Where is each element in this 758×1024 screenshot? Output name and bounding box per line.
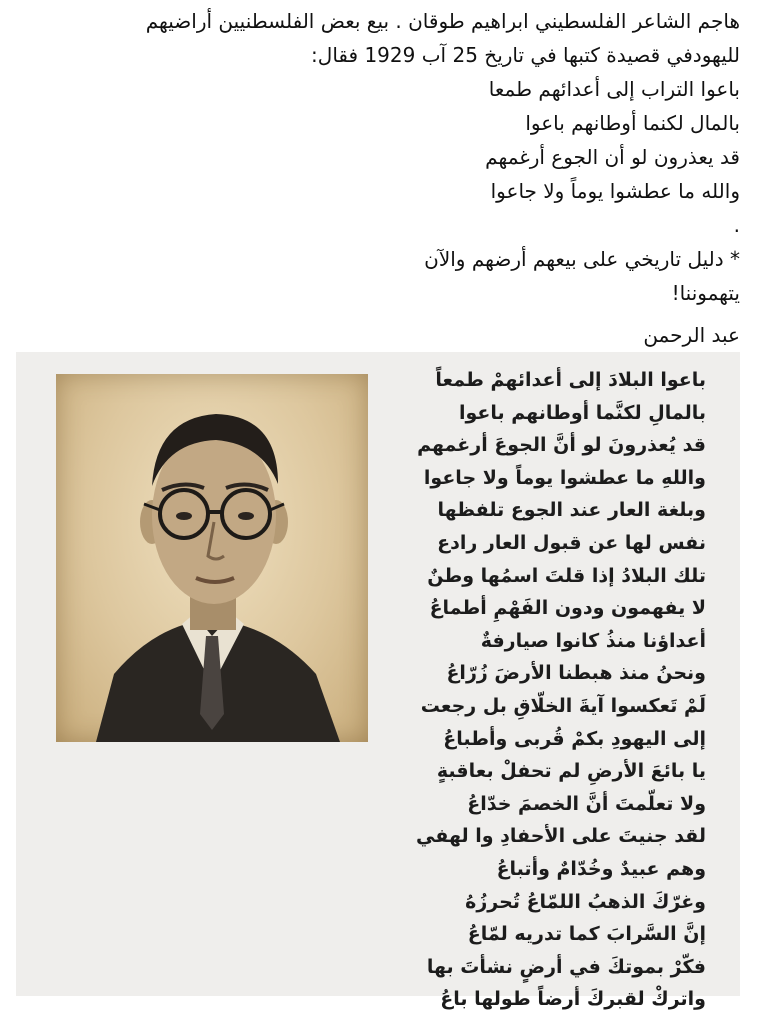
poem-verses [366, 364, 706, 1016]
poem-line: أعداؤنا منذُ كانوا صيارفةٌ [480, 629, 706, 652]
post-line-intro-2: لليهودفي قصيدة كتبها في تاريخ 25 آب 1929 فقال: [311, 43, 740, 67]
attached-image[interactable] [16, 352, 740, 1011]
poem-line: ولا تعلّمتَ أنَّ الخصمَ خدّاعُ [467, 792, 706, 815]
poem-line: لَمْ تَعكسوا آيةَ الخلّاقِ بل رجعت [420, 694, 706, 717]
poem-line: واللهِ ما عطشوا يوماً ولا جاعوا [423, 466, 706, 489]
author-signature: عبد الرحمن [643, 323, 740, 347]
poem-line: إلى اليهودِ بكمْ قُربى وأطباعُ [443, 727, 706, 750]
poem-line: ونحنُ منذ هبطنا الأرضَ زُرّاعُ [446, 662, 706, 685]
quoted-verse-1: باعوا التراب إلى أعدائهم طمعا [488, 77, 740, 101]
poem-line: قد يُعذرونَ لو أنَّ الجوعَ أرغمهم [417, 434, 706, 457]
poem-line: إنَّ السَّرابَ كما تدريه لمّاعُ [467, 923, 706, 946]
post-line-intro-1: هاجم الشاعر الفلسطيني ابراهيم طوقان . بيع بعض الفلسطنيين أراضيهم [145, 9, 740, 33]
quoted-verse-2: بالمال لكنما أوطانهم باعوا [525, 111, 740, 135]
poem-line: باعوا البلادَ إلى أعدائهمْ طمعاً [435, 369, 706, 391]
post-text [10, 4, 740, 352]
poem-line: وغرّكَ الذهبُ اللمّاعُ تُحرزُهُ [465, 890, 706, 913]
comment-line-1: * دليل تاريخي على بيعهم أرضهم والآن [424, 247, 740, 271]
quoted-verse-4: والله ما عطشوا يوماً ولا جاعوا [490, 179, 740, 203]
quoted-verse-3: قد يعذرون لو أن الجوع أرغمهم [485, 145, 740, 169]
poem-line: وهم عبيدٌ وخُدّامٌ وأتباعُ [496, 857, 706, 880]
poem-line: بالمالِ لكنَّما أوطانهم باعوا [458, 401, 706, 424]
poem-line: واتركْ لقبركَ أرضاً طولها باعُ [440, 988, 706, 1011]
poem-line: لقد جنيتَ على الأحفادِ وا لهفي [416, 825, 706, 848]
comment-line-2: يتهموننا! [671, 281, 740, 305]
poem-line: لا يفهمون ودون الفَهْمِ أطماعُ [429, 597, 706, 620]
portrait-illustration [56, 374, 368, 742]
separator-dot: . [733, 213, 740, 237]
poem-line: تلك البلادُ إذا قلتَ اسمُها وطنٌ [427, 564, 706, 587]
poem-line: فكّرْ بموتكَ في أرضٍ نشأتَ بها [426, 955, 706, 978]
poem-line: يا بائعَ الأرضِ لم تحفلْ بعاقبةٍ [436, 760, 706, 783]
portrait-photo [56, 374, 368, 742]
poem-line: وبلغة العار عند الجوع تلفظها [437, 499, 706, 522]
poem-line: نفس لها عن قبول العار رادع [437, 531, 706, 554]
